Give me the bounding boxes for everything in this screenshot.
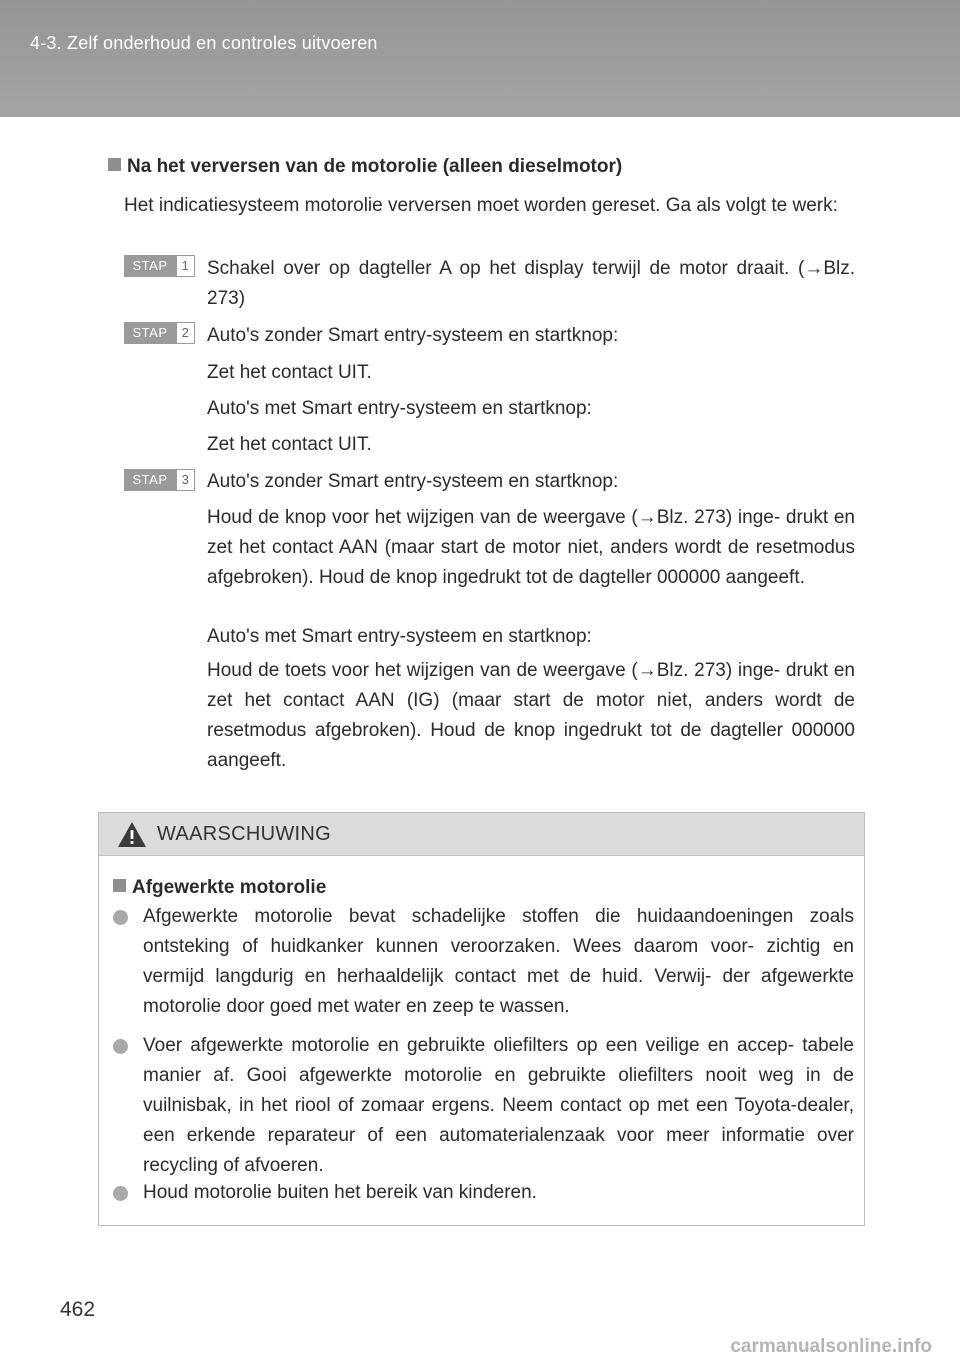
warning-triangle-icon (117, 821, 147, 848)
step-number: 2 (176, 322, 195, 344)
circle-bullet-icon (113, 1039, 128, 1054)
step-label: STAP (124, 255, 176, 277)
warning-bullet-2: Voer afgewerkte motorolie en gebruikte oliefilters op een veilige en accep- tabele manier af. Gooi afgewerkte motorolie en gebruikte oliefilters nooit weg in de vuilnisbak, in het riool of zomaar ergens. Neem contact op met een Toyota-dealer, een erkende reparateur of een automaterialenzaak voor meer informatie over recycling of afvoeren. (143, 1035, 854, 1176)
section-title: 4-3. Zelf onderhoud en controles uitvoeren (30, 33, 378, 53)
page-header (0, 0, 960, 117)
warning-bullet-1: Afgewerkte motorolie bevat schadelijke stoffen die huidaandoeningen zoals ontsteking of huidkanker kunnen veroorzaken. Wees daarom voor- zichtig en vermijd langdurig en herhaaldelijk contact met de huid. Verwij- der afgewerkte motorolie door goed met water en zeep te wassen. (143, 906, 854, 1017)
watermark: carmanualsonline.info (730, 1336, 932, 1357)
step-3-with-text: Houd de toets voor het wijzigen van de weergave (→Blz. 273) inge- drukt en zet het contact AAN (IG) (maar start de motor niet, anders wordt de resetmodus afgebroken). Houd de knop ingedrukt tot de dagteller 000000 aangeeft. (207, 660, 855, 771)
step-number: 1 (176, 255, 195, 277)
intro-paragraph: Het indicatiesysteem motorolie verversen moet worden gereset. Ga als volgt te werk: (124, 195, 838, 216)
step-3-without-text: Houd de knop voor het wijzigen van de weergave (→Blz. 273) inge- drukt en zet het contact AAN (maar start de motor niet, anders wordt de resetmodus afgebroken). Houd de knop ingedrukt tot de dagteller 000000 aangeeft. (207, 507, 855, 588)
square-bullet-icon (108, 158, 121, 171)
step-2-with-text: Zet het contact UIT. (207, 434, 372, 455)
square-bullet-icon (113, 879, 126, 892)
subsection-heading-text: Na het verversen van de motorolie (alleen dieselmotor) (127, 156, 623, 177)
subsection-heading (108, 156, 622, 178)
step-label: STAP (124, 469, 176, 491)
page-number: 462 (60, 1298, 96, 1321)
step-1-badge (124, 255, 194, 277)
warning-header (99, 813, 864, 856)
warning-bullet-3: Houd motorolie buiten het bereik van kinderen. (143, 1182, 537, 1203)
step-label: STAP (124, 322, 176, 344)
step-2-without-heading: Auto's zonder Smart entry-systeem en startknop: (207, 325, 619, 346)
warning-subheading (113, 877, 326, 899)
step-2-with-heading: Auto's met Smart entry-systeem en startknop: (207, 398, 592, 419)
warning-box (98, 812, 865, 1226)
step-1-text: Schakel over op dagteller A op het display terwijl de motor draait. (→Blz. 273) (207, 258, 855, 309)
step-3-without-heading: Auto's zonder Smart entry-systeem en startknop: (207, 471, 619, 492)
step-number: 3 (176, 469, 195, 491)
step-3-with-heading: Auto's met Smart entry-systeem en startknop: (207, 626, 592, 647)
step-2-badge (124, 322, 194, 344)
step-3-badge (124, 469, 194, 491)
warning-subheading-text: Afgewerkte motorolie (132, 877, 327, 898)
circle-bullet-icon (113, 1186, 128, 1201)
warning-title: WAARSCHUWING (157, 823, 331, 845)
circle-bullet-icon (113, 910, 128, 925)
step-2-without-text: Zet het contact UIT. (207, 362, 372, 383)
